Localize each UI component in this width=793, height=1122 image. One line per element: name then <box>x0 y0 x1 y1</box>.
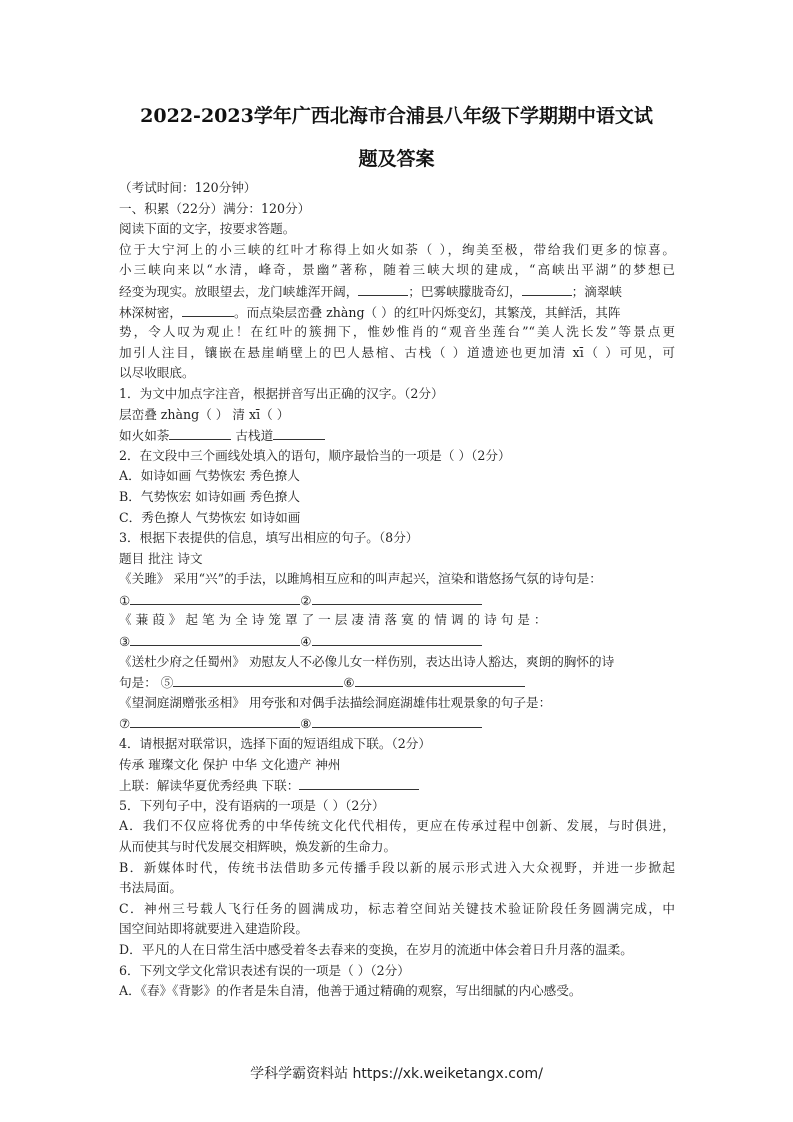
question-2: 2．在文段中三个画线处填入的语句，顺序最恰当的一项是（ ）（2分） <box>119 447 511 463</box>
section-heading: 一、积累（22分）满分：120分） <box>119 200 311 216</box>
exam-time: （考试时间：120分钟） <box>119 180 257 195</box>
question-text: 古栈道 <box>231 428 274 444</box>
table-row: 《 蒹 葭 》 起 笔 为 全 诗 笼 罩 了 一 层 凄 清 落 寞 的 情 调 的 诗 句 是 ： <box>119 612 547 628</box>
answer-marker: ② <box>300 592 312 608</box>
option-a: A．我们不仅应将优秀的中华传统文化代代相传，更应在传承过程中创新、发展，与时俱进， <box>119 818 675 834</box>
passage-line <box>119 281 675 302</box>
table-row: 《送杜少府之任蜀州》 劝慰友人不必像儿女一样伤别，表达出诗人豁达，爽朗的胸怀的诗 <box>119 653 615 669</box>
answer-line <box>119 672 675 693</box>
answer-marker: ① <box>119 592 131 608</box>
question-text: 上联：解读华夏优秀经典 下联： <box>119 778 300 794</box>
answer-blank <box>182 302 234 317</box>
question-text: 如火如荼 <box>119 428 170 444</box>
answer-marker: ⑥ <box>343 675 355 691</box>
answer-blank <box>130 631 300 646</box>
passage-segment: ；巴雾峡朦胧奇幻， <box>408 283 522 299</box>
question-1-item: 层峦叠 zhàng（ ） 清 xī（ ） <box>119 406 290 422</box>
answer-blank <box>299 775 419 790</box>
answer-blank <box>312 631 482 646</box>
question-3: 3．根据下表提供的信息，填写出相应的句子。（8分） <box>119 530 419 546</box>
option-a: A．《春》《背影》的作者是朱自清，他善于通过精确的观察，写出细腻的内心感受。 <box>119 983 582 999</box>
option-d: D．平凡的人在日常生活中感受着冬去春来的变换，在岁月的流逝中体会着日升月落的温柔。 <box>119 941 633 957</box>
couplet-line <box>119 775 675 796</box>
answer-blank <box>169 425 231 440</box>
question-4: 4．请根据对联常识，选择下面的短语组成下联。（2分） <box>119 736 431 752</box>
option-c-cont: 国空间站即将就要进入建造阶段。 <box>119 921 308 937</box>
option-b: B．新媒体时代，传统书法借助多元传播手段以新的展示形式进入大众视野，并进一步掀起 <box>119 859 675 875</box>
option-c: C．秀色撩人 气势恢宏 如诗如画 <box>119 509 301 525</box>
passage-line: 以尽收眼底。 <box>119 365 195 381</box>
document-body <box>119 178 675 1002</box>
document-title-line-1: 2022-2023学年广西北海市合浦县八年级下学期期中语文试 <box>140 105 653 127</box>
table-row: 《关雎》 采用“兴”的手法，以雎鸠相互应和的叫声起兴，渲染和谐悠扬气氛的诗句是： <box>119 571 602 587</box>
answer-blank <box>273 425 325 440</box>
table-header: 题目 批注 诗文 <box>119 550 203 566</box>
answer-line <box>119 713 675 734</box>
passage-segment: ；滴翠峡 <box>571 283 622 299</box>
answer-blank <box>522 281 572 296</box>
question-text: 句是： <box>119 675 161 691</box>
answer-blank <box>358 281 408 296</box>
answer-marker: ③ <box>119 634 131 650</box>
answer-blank <box>312 590 482 605</box>
passage-line: 位于大宁河上的小三峡的红叶才称得上如火如荼（ ），绚美至极，带给我们更多的惊喜。 <box>119 241 675 257</box>
answer-blank <box>173 672 343 687</box>
word-bank: 传承 璀璨文化 保护 中华 文化遗产 神州 <box>119 756 341 772</box>
answer-marker: ⑤ <box>160 675 174 691</box>
option-a-cont: 从而使其与时代发展交相辉映，焕发新的生命力。 <box>119 839 397 854</box>
document-title-line-2: 题及答案 <box>358 148 435 170</box>
option-c: C．神州三号载人飞行任务的圆满成功，标志着空间站关键技术验证阶段任务圆满完成，中 <box>119 900 675 916</box>
option-b-cont: 书法局面。 <box>119 880 182 896</box>
question-1: 1．为文中加点字注音，根据拼音写出正确的汉字。（2分） <box>119 385 444 401</box>
option-b: B．气势恢宏 如诗如画 秀色撩人 <box>119 488 300 504</box>
answer-blank <box>312 713 482 728</box>
passage-segment: 林深树密， <box>119 304 182 320</box>
instruction-text: 阅读下面的文字，按要求答题。 <box>119 221 296 237</box>
answer-line <box>119 631 675 652</box>
passage-line: 加引人注目，镶嵌在悬崖峭壁上的巴人悬棺、古栈（ ）道遗迹也更加清 xī（ ）可见，可 <box>119 344 675 360</box>
question-6: 6．下列文学文化常识表述有误的一项是（ ）（2分） <box>119 962 410 978</box>
table-row: 《望洞庭湖赠张丞相》 用夸张和对偶手法描绘洞庭湖雄伟壮观景象的句子是： <box>119 694 552 710</box>
question-5: 5．下列句子中，没有语病的一项是（ ）（2分） <box>119 797 385 813</box>
answer-marker: ⑧ <box>300 716 312 732</box>
answer-line <box>119 590 675 611</box>
passage-line: 势，令人叹为观止！在红叶的簇拥下，惟妙惟肖的“观音坐莲台”“美人洗长发”等景点更 <box>119 324 675 340</box>
answer-marker: ⑦ <box>119 716 131 732</box>
answer-blank <box>130 713 300 728</box>
passage-segment: 。而点染层峦叠 zhàng（ ）的红叶闪烁变幻，其繁茂，其鲜活，其阵 <box>233 304 621 320</box>
passage-line <box>119 302 675 323</box>
answer-blank <box>355 672 525 687</box>
answer-blank <box>130 590 300 605</box>
footer-watermark: 学科学霸资料站 https://xk.weiketangx.com/ <box>250 1066 543 1082</box>
option-a: A．如诗如画 气势恢宏 秀色撩人 <box>119 468 300 484</box>
answer-marker: ④ <box>300 634 312 650</box>
passage-line: 小三峡向来以“水清，峰奇，景幽”著称，随着三峡大坝的建成，“高峡出平湖”的梦想已 <box>119 262 675 278</box>
question-1-item <box>119 425 675 446</box>
passage-segment: 经变为现实。放眼望去，龙门峡雄浑开阔， <box>119 283 359 299</box>
